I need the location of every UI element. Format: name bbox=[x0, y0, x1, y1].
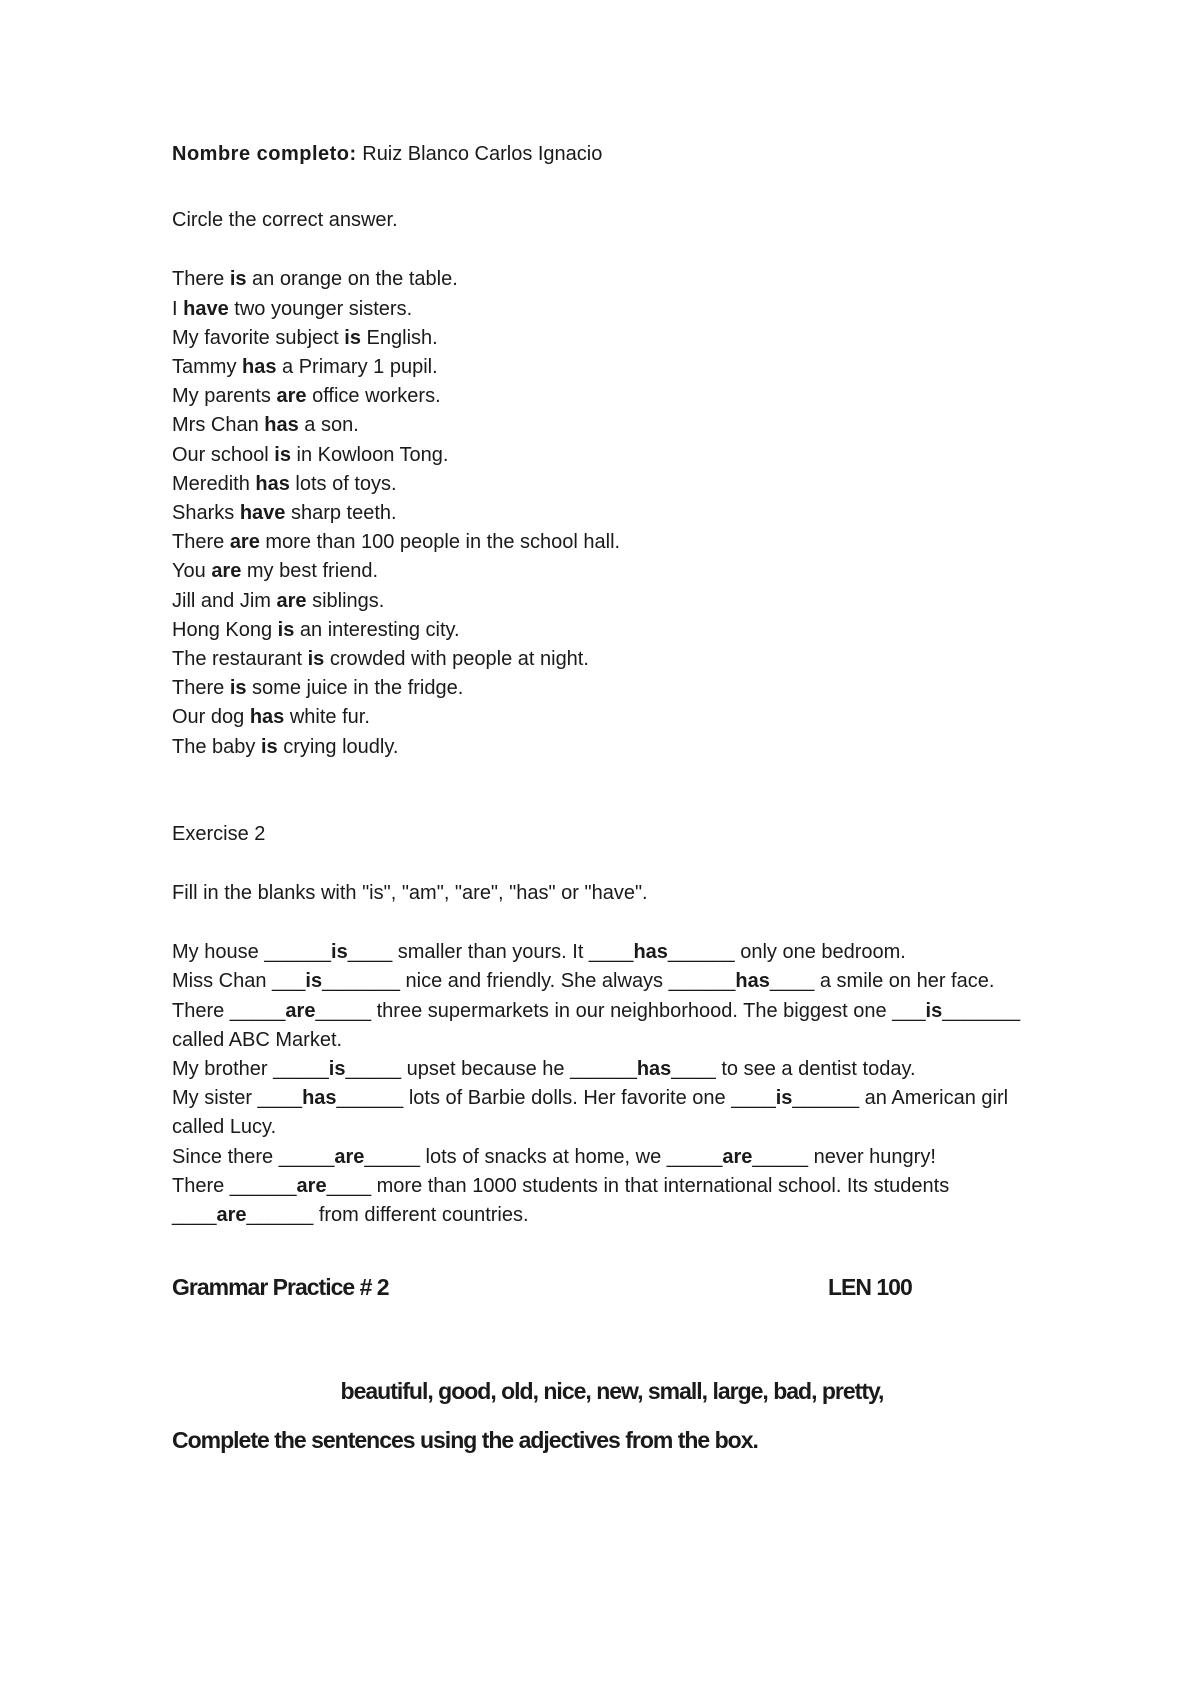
worksheet-page bbox=[172, 140, 1052, 1454]
paragraph-text: My house ______ bbox=[172, 941, 332, 964]
adjective-instruction: Complete the sentences using the adjectives from the box. bbox=[172, 1427, 758, 1454]
sentence-text: two younger sisters. bbox=[228, 297, 413, 320]
sentence-text: sharp teeth. bbox=[285, 502, 397, 525]
exercise2-paragraph bbox=[172, 997, 1052, 1055]
sentence-text: lots of toys. bbox=[289, 472, 397, 495]
grammar-practice-title: Grammar Practice # 2 bbox=[172, 1274, 389, 1301]
sentence-text: The restaurant bbox=[172, 648, 308, 671]
sentence-answer: is bbox=[260, 735, 278, 758]
sentence-text: in Kowloon Tong. bbox=[290, 443, 449, 466]
footer-title-row bbox=[172, 1274, 1052, 1306]
paragraph-text: ______ an American girl called Lucy. bbox=[172, 1087, 1009, 1139]
sentence-answer: are bbox=[276, 589, 307, 612]
paragraph-text: Miss Chan ___ bbox=[172, 970, 306, 993]
sentence-answer: have bbox=[239, 502, 286, 525]
blank-answer: is bbox=[775, 1087, 793, 1110]
exercise2-paragraph bbox=[172, 1143, 1052, 1172]
paragraph-text: There _____ bbox=[172, 999, 286, 1022]
sentence-answer: are bbox=[276, 385, 307, 408]
exercise1-sentence bbox=[172, 703, 1052, 732]
exercise1-sentence bbox=[172, 616, 1052, 645]
exercise1-sentence bbox=[172, 499, 1052, 528]
blank-answer: are bbox=[296, 1174, 327, 1197]
paragraph-text: _______ nice and friendly. She always ______ bbox=[322, 970, 736, 993]
paragraph-text: _______ called ABC Market. bbox=[172, 999, 1021, 1051]
paragraph-text: There ______ bbox=[172, 1174, 297, 1197]
paragraph-text: ______ only one bedroom. bbox=[667, 941, 906, 964]
sentence-text: Our school bbox=[172, 443, 275, 466]
exercise1-sentence bbox=[172, 587, 1052, 616]
exercise1-sentence bbox=[172, 411, 1052, 440]
blank-answer: has bbox=[636, 1058, 672, 1081]
exercise1-instruction: Circle the correct answer. bbox=[172, 209, 398, 232]
paragraph-text: ______ from different countries. bbox=[246, 1204, 529, 1227]
paragraph-text: Since there _____ bbox=[172, 1145, 335, 1168]
sentence-text: Sharks bbox=[172, 502, 240, 525]
sentence-text: some juice in the fridge. bbox=[246, 677, 464, 700]
sentence-text: more than 100 people in the school hall. bbox=[259, 531, 621, 554]
sentence-text: white fur. bbox=[284, 706, 370, 729]
exercise1-sentence bbox=[172, 265, 1052, 294]
sentence-text: Jill and Jim bbox=[172, 589, 277, 612]
blank-answer: is bbox=[331, 941, 348, 964]
paragraph-text: My sister ____ bbox=[172, 1087, 303, 1110]
exercise1-sentence bbox=[172, 645, 1052, 674]
sentence-answer: has bbox=[255, 472, 290, 495]
sentence-text: My parents bbox=[172, 385, 277, 408]
exercise1-sentence bbox=[172, 441, 1052, 470]
sentence-answer: has bbox=[249, 706, 285, 729]
sentence-text: my best friend. bbox=[241, 560, 379, 583]
exercise2-title: Exercise 2 bbox=[172, 822, 266, 845]
paragraph-text: My brother _____ bbox=[172, 1058, 329, 1081]
paragraph-text: ____ smaller than yours. It ____ bbox=[347, 941, 634, 964]
sentence-text: crying loudly. bbox=[277, 735, 399, 758]
blank-answer: has bbox=[633, 941, 668, 964]
blank-answer: are bbox=[334, 1145, 365, 1168]
sentence-text: office workers. bbox=[306, 385, 441, 408]
exercise1-sentence bbox=[172, 528, 1052, 557]
exercise2-instruction: Fill in the blanks with "is", "am", "are", "has" or "have". bbox=[172, 882, 648, 905]
sentence-answer: is bbox=[229, 268, 247, 291]
exercise2-paragraph bbox=[172, 1055, 1052, 1084]
sentence-answer: have bbox=[183, 297, 229, 320]
sentence-text: English. bbox=[360, 326, 438, 349]
exercise2-paragraph-list bbox=[172, 938, 1052, 1230]
sentence-text: There bbox=[172, 677, 230, 700]
paragraph-text: _____ three supermarkets in our neighborhood. The biggest one ___ bbox=[315, 999, 926, 1022]
blank-answer: is bbox=[305, 970, 323, 993]
exercise1-sentence bbox=[172, 733, 1052, 762]
blank-answer: are bbox=[285, 999, 316, 1022]
sentence-answer: are bbox=[229, 531, 260, 554]
exercise2-paragraph bbox=[172, 1084, 1052, 1142]
blank-answer: is bbox=[328, 1058, 346, 1081]
sentence-text: The baby bbox=[172, 735, 261, 758]
sentence-answer: is bbox=[307, 648, 325, 671]
adjective-box: beautiful, good, old, nice, new, small, large, bad, pretty, bbox=[340, 1378, 884, 1405]
blank-answer: are bbox=[722, 1145, 753, 1168]
sentence-text: Hong Kong bbox=[172, 618, 278, 641]
exercise1-sentence-list bbox=[172, 265, 1052, 761]
sentence-text: There bbox=[172, 531, 230, 554]
sentence-text: a son. bbox=[298, 414, 359, 437]
sentence-text: Tammy bbox=[172, 356, 242, 379]
sentence-text: an interesting city. bbox=[294, 618, 460, 641]
paragraph-text: ____ a smile on her face. bbox=[769, 970, 995, 993]
paragraph-text: _____ never hungry! bbox=[752, 1145, 936, 1168]
sentence-text: Our dog bbox=[172, 706, 250, 729]
blank-answer: are bbox=[216, 1204, 247, 1227]
sentence-text: an orange on the table. bbox=[246, 268, 458, 291]
blank-answer: has bbox=[302, 1087, 337, 1110]
paragraph-text: _____ lots of snacks at home, we _____ bbox=[364, 1145, 723, 1168]
exercise1-sentence bbox=[172, 324, 1052, 353]
sentence-text: You bbox=[172, 560, 212, 583]
exercise2-paragraph bbox=[172, 1172, 1052, 1230]
exercise1-sentence bbox=[172, 353, 1052, 382]
sentence-answer: is bbox=[344, 326, 361, 349]
blank-answer: is bbox=[925, 999, 943, 1022]
name-value: Ruiz Blanco Carlos Ignacio bbox=[356, 143, 603, 165]
sentence-answer: is bbox=[274, 443, 291, 466]
sentence-text: crowded with people at night. bbox=[324, 648, 589, 671]
sentence-text: I bbox=[172, 297, 184, 320]
exercise1-sentence bbox=[172, 382, 1052, 411]
student-name-line bbox=[172, 140, 1052, 169]
exercise2-paragraph bbox=[172, 967, 1052, 996]
sentence-answer: has bbox=[242, 356, 277, 379]
sentence-text: siblings. bbox=[306, 589, 385, 612]
paragraph-text: ____ to see a dentist today. bbox=[671, 1058, 916, 1081]
sentence-answer: has bbox=[264, 414, 299, 437]
name-label: Nombre completo: bbox=[172, 143, 357, 165]
sentence-text: There bbox=[172, 268, 230, 291]
course-code: LEN 100 bbox=[828, 1274, 912, 1301]
sentence-answer: is bbox=[277, 618, 295, 641]
exercise1-sentence bbox=[172, 295, 1052, 324]
paragraph-text: _____ upset because he ______ bbox=[345, 1058, 637, 1081]
exercise1-sentence bbox=[172, 470, 1052, 499]
sentence-answer: is bbox=[229, 677, 247, 700]
exercise1-sentence bbox=[172, 557, 1052, 586]
exercise1-sentence bbox=[172, 674, 1052, 703]
blank-answer: has bbox=[735, 970, 770, 993]
paragraph-text: ____ more than 1000 students in that international school. Its students ____ bbox=[172, 1174, 950, 1227]
exercise2-paragraph bbox=[172, 938, 1052, 967]
sentence-text: a Primary 1 pupil. bbox=[276, 356, 438, 379]
sentence-text: Meredith bbox=[172, 472, 256, 495]
sentence-answer: are bbox=[211, 560, 242, 583]
sentence-text: My favorite subject bbox=[172, 326, 345, 349]
sentence-text: Mrs Chan bbox=[172, 414, 265, 437]
paragraph-text: ______ lots of Barbie dolls. Her favorite one ____ bbox=[336, 1087, 776, 1110]
